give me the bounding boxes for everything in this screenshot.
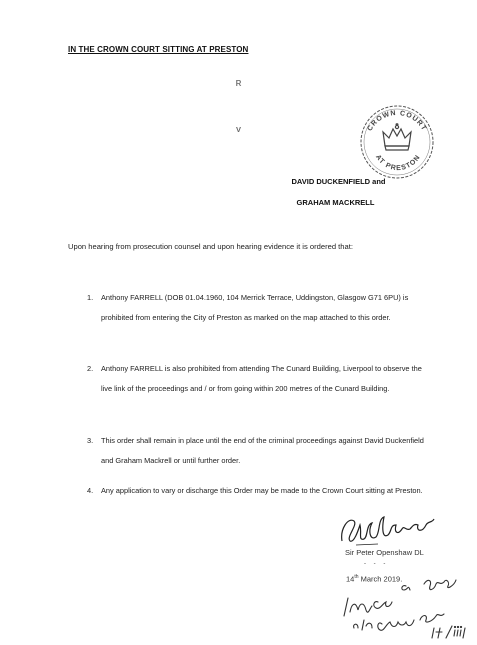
date-suffix: th [354,574,359,580]
defendant-line-1: DAVID DUCKENFIELD and [291,177,386,186]
order-number: 1. [87,293,94,302]
svg-text:AT PRESTON [374,154,422,172]
date-day: 14 [346,574,355,584]
order-preamble: Upon hearing from prosecution counsel and upon hearing evidence it is ordered that: [68,242,353,251]
crown-icon [383,123,411,150]
order-text: Anthony FARRELL is also prohibited from attending The Cunard Building, Liverpool to observe the live link of the proceedings and / or from going within 200 metres of the Cunard Building. [101,364,422,393]
defendant-line-2: GRAHAM MACKRELL [296,198,375,207]
order-text: This order shall remain in place until the end of the criminal proceedings against David Duckenfield and Graham Mackrell or until further order. [101,436,424,465]
signer-dots: - - - [364,561,389,567]
prosecution-party: R [235,79,242,88]
order-number: 3. [87,436,94,445]
court-heading: IN THE CROWN COURT SITTING AT PRESTON [68,45,249,54]
handwritten-judge-annotation [336,572,466,642]
order-number: 4. [87,486,94,495]
seal-top-text: CROWN COURT [366,109,428,133]
versus-label: V [235,125,241,134]
order-number: 2. [87,364,94,373]
court-seal-stamp [356,100,438,182]
judge-signature [338,511,443,549]
order-text: Anthony FARRELL (DOB 01.04.1960, 104 Merrick Terrace, Uddingston, Glasgow G71 6PU) is prohibited from entering the City of Preston as marked on the map attached to this order. [101,293,409,322]
signer-name: Sir Peter Openshaw DL [345,548,424,557]
order-text: Any application to vary or discharge this Order may be made to the Crown Court sitting at Preston. [101,486,423,495]
date-month-year: March 2019. [358,574,403,584]
seal-bottom-text: AT PRESTON [373,153,423,173]
